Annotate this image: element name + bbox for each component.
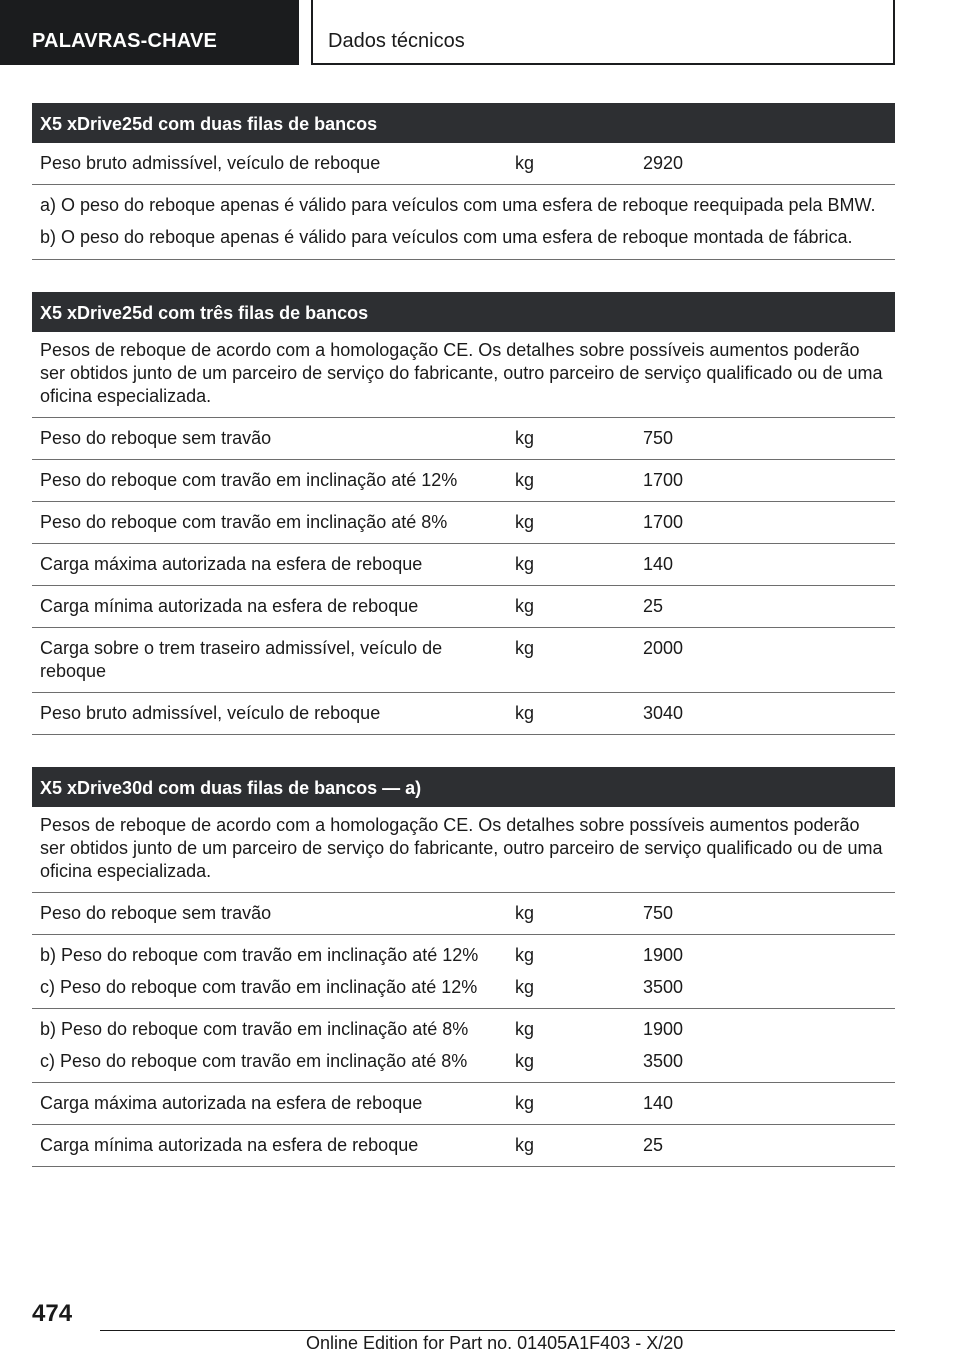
row-value: 750 — [643, 903, 674, 923]
row-value: 25 — [643, 1135, 664, 1155]
table-row — [32, 143, 895, 185]
row-label: Carga máxima autorizada na esfera de reboque — [40, 554, 423, 574]
row-unit: kg — [515, 1093, 535, 1113]
row-label-c: c) Peso do reboque com travão em inclinação até 12% — [40, 977, 478, 997]
table-row — [32, 893, 895, 935]
table-row — [32, 935, 895, 1009]
row-label-c: c) Peso do reboque com travão em inclinação até 8% — [40, 1051, 468, 1071]
spec-content — [32, 103, 895, 1199]
row-value: 140 — [643, 554, 674, 574]
table-row — [32, 628, 895, 693]
row-unit: kg — [515, 638, 535, 658]
row-value: 25 — [643, 596, 664, 616]
section-title: X5 xDrive30d com duas filas de bancos — a) — [32, 767, 895, 807]
row-value: 750 — [643, 428, 674, 448]
header-chapter-title: Dados técnicos — [311, 0, 895, 65]
row-value: 2920 — [643, 153, 684, 173]
footnotes — [32, 185, 895, 260]
row-value — [635, 944, 895, 999]
spec-section-xdrive25d-three-rows — [32, 292, 895, 735]
section-description: Pesos de reboque de acordo com a homologação CE. Os detalhes sobre possíveis aumentos poderão ser obtidos junto de um parceiro de serviço do fabricante, outro parceiro de serviço qualificado ou de uma oficina especializada. — [32, 807, 895, 893]
row-unit: kg — [515, 703, 535, 723]
table-row — [32, 502, 895, 544]
table-row — [32, 1009, 895, 1083]
row-unit: kg — [515, 428, 535, 448]
row-label: Carga sobre o trem traseiro admissível, veículo de reboque — [40, 638, 443, 681]
row-label-b: b) Peso do reboque com travão em inclinação até 8% — [40, 1019, 469, 1039]
table-row — [32, 544, 895, 586]
row-label — [32, 944, 507, 999]
footnote-a: a) O peso do reboque apenas é válido para veículos com uma esfera de reboque reequipada pela BMW. — [40, 195, 876, 215]
row-label: Carga mínima autorizada na esfera de reboque — [40, 1135, 419, 1155]
row-unit — [507, 944, 635, 999]
section-description: Pesos de reboque de acordo com a homologação CE. Os detalhes sobre possíveis aumentos poderão ser obtidos junto de um parceiro de serviço do fabricante, outro parceiro de serviço qualificado ou de uma oficina especializada. — [32, 332, 895, 418]
row-value-c: 3500 — [643, 977, 684, 997]
row-value: 2000 — [643, 638, 684, 658]
row-label — [32, 1018, 507, 1073]
footer-divider — [100, 1330, 895, 1331]
row-label: Peso bruto admissível, veículo de reboque — [40, 153, 381, 173]
row-unit: kg — [515, 1135, 535, 1155]
table-row — [32, 1125, 895, 1167]
row-label: Peso bruto admissível, veículo de reboque — [40, 703, 381, 723]
row-label: Peso do reboque sem travão — [40, 903, 272, 923]
row-label: Carga mínima autorizada na esfera de reboque — [40, 596, 419, 616]
row-unit — [507, 1018, 635, 1073]
spec-section-xdrive25d-two-rows — [32, 103, 895, 260]
row-value-c: 3500 — [643, 1051, 684, 1071]
section-title: X5 xDrive25d com duas filas de bancos — [32, 103, 895, 143]
table-row — [32, 418, 895, 460]
header-section-tab[interactable]: PALAVRAS-CHAVE — [0, 0, 299, 65]
page-number: 474 — [32, 1300, 73, 1327]
row-unit: kg — [515, 596, 535, 616]
row-unit: kg — [515, 470, 535, 490]
table-row — [32, 586, 895, 628]
row-label: Carga máxima autorizada na esfera de reboque — [40, 1093, 423, 1113]
spec-section-xdrive30d-two-rows — [32, 767, 895, 1167]
section-title: X5 xDrive25d com três filas de bancos — [32, 292, 895, 332]
footnote-b: b) O peso do reboque apenas é válido para veículos com uma esfera de reboque montada de fábrica. — [40, 227, 853, 247]
row-value-b: 1900 — [643, 945, 684, 965]
row-unit: kg — [515, 512, 535, 532]
row-label: Peso do reboque com travão em inclinação até 12% — [40, 470, 458, 490]
footer-edition: Online Edition for Part no. 01405A1F403 - X/20 — [306, 1333, 684, 1353]
row-label-b: b) Peso do reboque com travão em inclinação até 12% — [40, 945, 479, 965]
row-unit-c: kg — [515, 1051, 535, 1071]
row-unit-b: kg — [515, 1019, 535, 1039]
row-unit-c: kg — [515, 977, 535, 997]
row-label: Peso do reboque sem travão — [40, 428, 272, 448]
row-unit-b: kg — [515, 945, 535, 965]
table-row — [32, 460, 895, 502]
row-label: Peso do reboque com travão em inclinação até 8% — [40, 512, 448, 532]
row-value — [635, 1018, 895, 1073]
table-row — [32, 1083, 895, 1125]
row-unit: kg — [515, 903, 535, 923]
row-value: 1700 — [643, 470, 684, 490]
row-value: 140 — [643, 1093, 674, 1113]
row-value: 1700 — [643, 512, 684, 532]
row-value-b: 1900 — [643, 1019, 684, 1039]
row-unit: kg — [515, 153, 535, 173]
row-value: 3040 — [643, 703, 684, 723]
row-unit: kg — [515, 554, 535, 574]
table-row — [32, 693, 895, 735]
